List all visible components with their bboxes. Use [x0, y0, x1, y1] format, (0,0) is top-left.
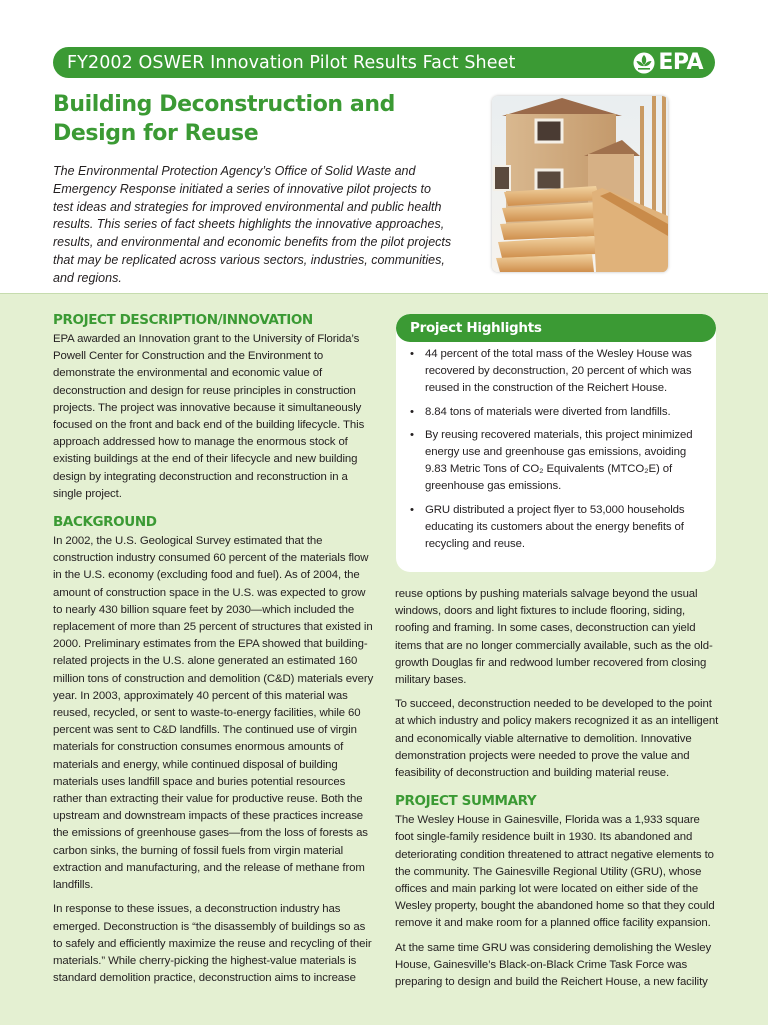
highlight-item: • GRU distributed a project flyer to 53,000 households educating its customers about the energy benefits of recycling and reuse. — [408, 502, 696, 554]
logo-text: EPA — [658, 49, 703, 75]
intro-text: The Environmental Protection Agency’s Office of Solid Waste and Emergency Response initiated a series of innovative pilot projects to test ideas and strategies for improved environmental and public health results. This series of fact sheets highlights the innovative approaches, results, and environmental and economic benefits from the pilot projects that may be replicated across various sectors, industries, communities, and regions. — [53, 164, 452, 285]
highlight-item: • By reusing recovered materials, this project minimized energy use and greenhouse gas emissions, avoiding 9.83 Metric Tons of CO₂ Equivalents (MTCO₂E) of greenhouse gas emissions. — [408, 427, 696, 496]
project-description-heading: PROJECT DESCRIPTION/INNOVATION — [53, 312, 313, 328]
project-description-text: EPA awarded an Innovation grant to the University of Florida’s Powell Center for Construction and the Environment to demonstrate the environmental and economic value of deconstruction and design for reuse principles in construction projects. The project was innovative because it simultaneously focused on the front and back end of the building lifecycle. This approach addressed how to manage the enormous stock of existing buildings at the end of their lifecycle and new building design by integrating deconstruction and reconstruction in a single project. — [53, 333, 365, 500]
header-title: FY2002 OSWER Innovation Pilot Results Fact Sheet — [67, 52, 516, 73]
background-paragraph-1: In 2002, the U.S. Geological Survey estimated that the construction industry consumed 60 percent of the materials flow in the U.S. economy (excluding food and fuel). As of 2004, the amount of construction space in the U.S. was expected to grow to nearly 430 billion square feet by 2030—which included the replacement of more than 25 percent of structures that existed in 2000. Preliminary estimates from the EPA showed that building-related projects in the U.S. alone generated an estimated 160 million tons of construction and demolition (C&D) materials every year. In 2003, approximately 40 percent of this material was reused, recycled, or sent to waste-to-energy facilities, while 60 percent was sent to C&D landfills. The continued use of virgin materials for construction consumes enormous amounts of materials and energy, while continued disposal of building materials uses landfill space and buries potential resources rather than extracting their value for productive reuse. Both the upstream and downstream impacts of these practices increase the emissions of greenhouse gases—from the loss of forests as carbon sinks, the burning of fossil fuels from virgin material extraction and manufacturing, and the release of methane from landfills. — [53, 535, 374, 892]
project-summary-paragraph-2: At the same time GRU was considering demolishing the Wesley House, Gainesville’s Black-on-Black Crime Task Force was preparing to design and build the Reichert House, a new facility — [395, 941, 712, 989]
background-paragraph-2: In response to these issues, a deconstruction industry has emerged. Deconstruction is “the disassembly of buildings so as to safely and efficiently maximize the reuse and recycling of their materials.” While cherry-picking the highest-value materials is standard demolition practice, deconstruction aims to increase — [53, 903, 372, 985]
background-heading: BACKGROUND — [53, 514, 157, 531]
house-lumber-photo — [492, 96, 668, 272]
right-column — [395, 586, 720, 998]
highlight-item: • 44 percent of the total mass of the Wesley House was recovered by deconstruction, 20 percent of which was reused in the construction of the Reichert House. — [408, 346, 696, 398]
continued-paragraph-1: reuse options by pushing materials salvage beyond the usual windows, doors and light fixtures to include flooring, siding, roofing and framing. In some cases, deconstruction can yield items that are no longer commercially available, such as the old-growth Douglas fir and redwood lumber recovered from closing military bases. — [395, 588, 713, 687]
left-column — [53, 311, 375, 994]
epa-logo — [633, 49, 703, 75]
highlight-item: • 8.84 tons of materials were diverted from landfills. — [408, 404, 696, 421]
project-summary-paragraph-1: The Wesley House in Gainesville, Florida was a 1,933 square foot single-family residence built in 1930. Its abandoned and deteriorating condition threatened to attract negative elements to the community. The Gainesville Regional Utility (GRU), whose offices and main parking lot were located on either side of the Wesley property, bought the abandoned home so that they could remove it and make room for a planned office facility expansion. — [395, 814, 715, 930]
house-photo-illustration — [492, 96, 668, 272]
page-title: Building Deconstruction and Design for Reuse — [53, 92, 395, 146]
project-summary-heading: PROJECT SUMMARY — [395, 793, 537, 810]
highlights-list — [396, 342, 716, 553]
header-bar — [53, 47, 715, 78]
project-highlights-heading: Project Highlights — [396, 314, 716, 342]
continued-paragraph-2: To succeed, deconstruction needed to be developed to the point at which industry and policy makers recognized it as an intelligent and economically viable alternative to demolition. Innovative demonstration projects were needed to prove the value and feasibility of deconstruction and building material reuse. — [395, 698, 719, 780]
project-highlights-box — [396, 314, 716, 572]
epa-flower-icon — [633, 52, 655, 74]
